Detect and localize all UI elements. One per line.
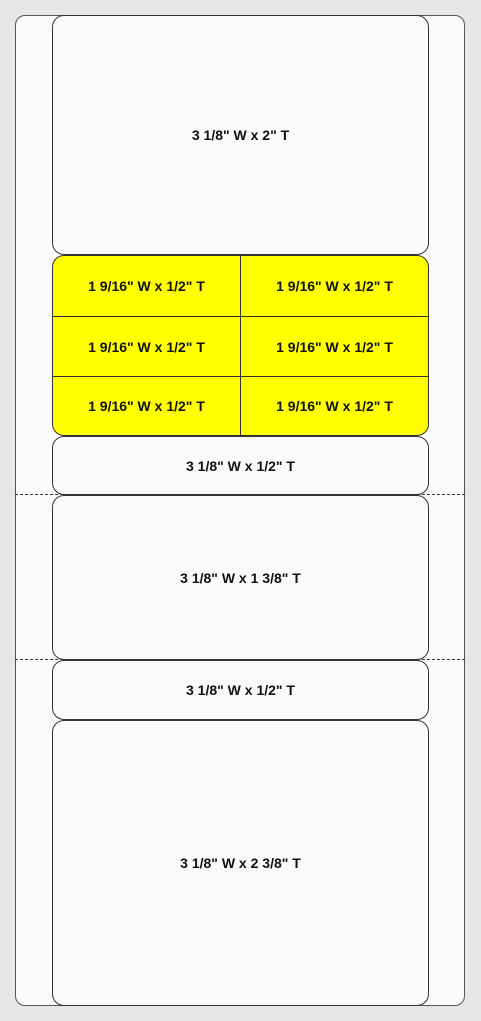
small-label-text: 1 9/16" W x 1/2" T xyxy=(276,398,393,414)
small-label-text: 1 9/16" W x 1/2" T xyxy=(276,278,393,294)
label-middle xyxy=(52,495,429,660)
small-label-text: 1 9/16" W x 1/2" T xyxy=(276,338,393,355)
small-label xyxy=(241,377,428,435)
small-label xyxy=(53,256,240,316)
label-bottom xyxy=(52,720,429,1006)
small-label xyxy=(53,377,240,435)
small-label-text: 1 9/16" W x 1/2" T xyxy=(88,398,205,414)
label-strip-1 xyxy=(52,436,429,495)
label-top-text: 3 1/8" W x 2" T xyxy=(191,127,290,143)
small-label xyxy=(241,317,428,376)
label-strip-2-text: 3 1/8" W x 1/2" T xyxy=(186,682,295,698)
small-label xyxy=(241,256,428,316)
small-label-text: 1 9/16" W x 1/2" T xyxy=(88,278,205,294)
label-strip-1-text: 3 1/8" W x 1/2" T xyxy=(186,457,295,474)
label-bottom-text: 3 1/8" W x 2 3/8" T xyxy=(180,855,301,871)
label-top xyxy=(52,15,429,255)
small-label-text: 1 9/16" W x 1/2" T xyxy=(88,338,205,355)
label-strip-2 xyxy=(52,660,429,720)
small-label xyxy=(53,317,240,376)
small-label-grid xyxy=(52,255,429,436)
label-middle-text: 3 1/8" W x 1 3/8" T xyxy=(180,569,301,586)
